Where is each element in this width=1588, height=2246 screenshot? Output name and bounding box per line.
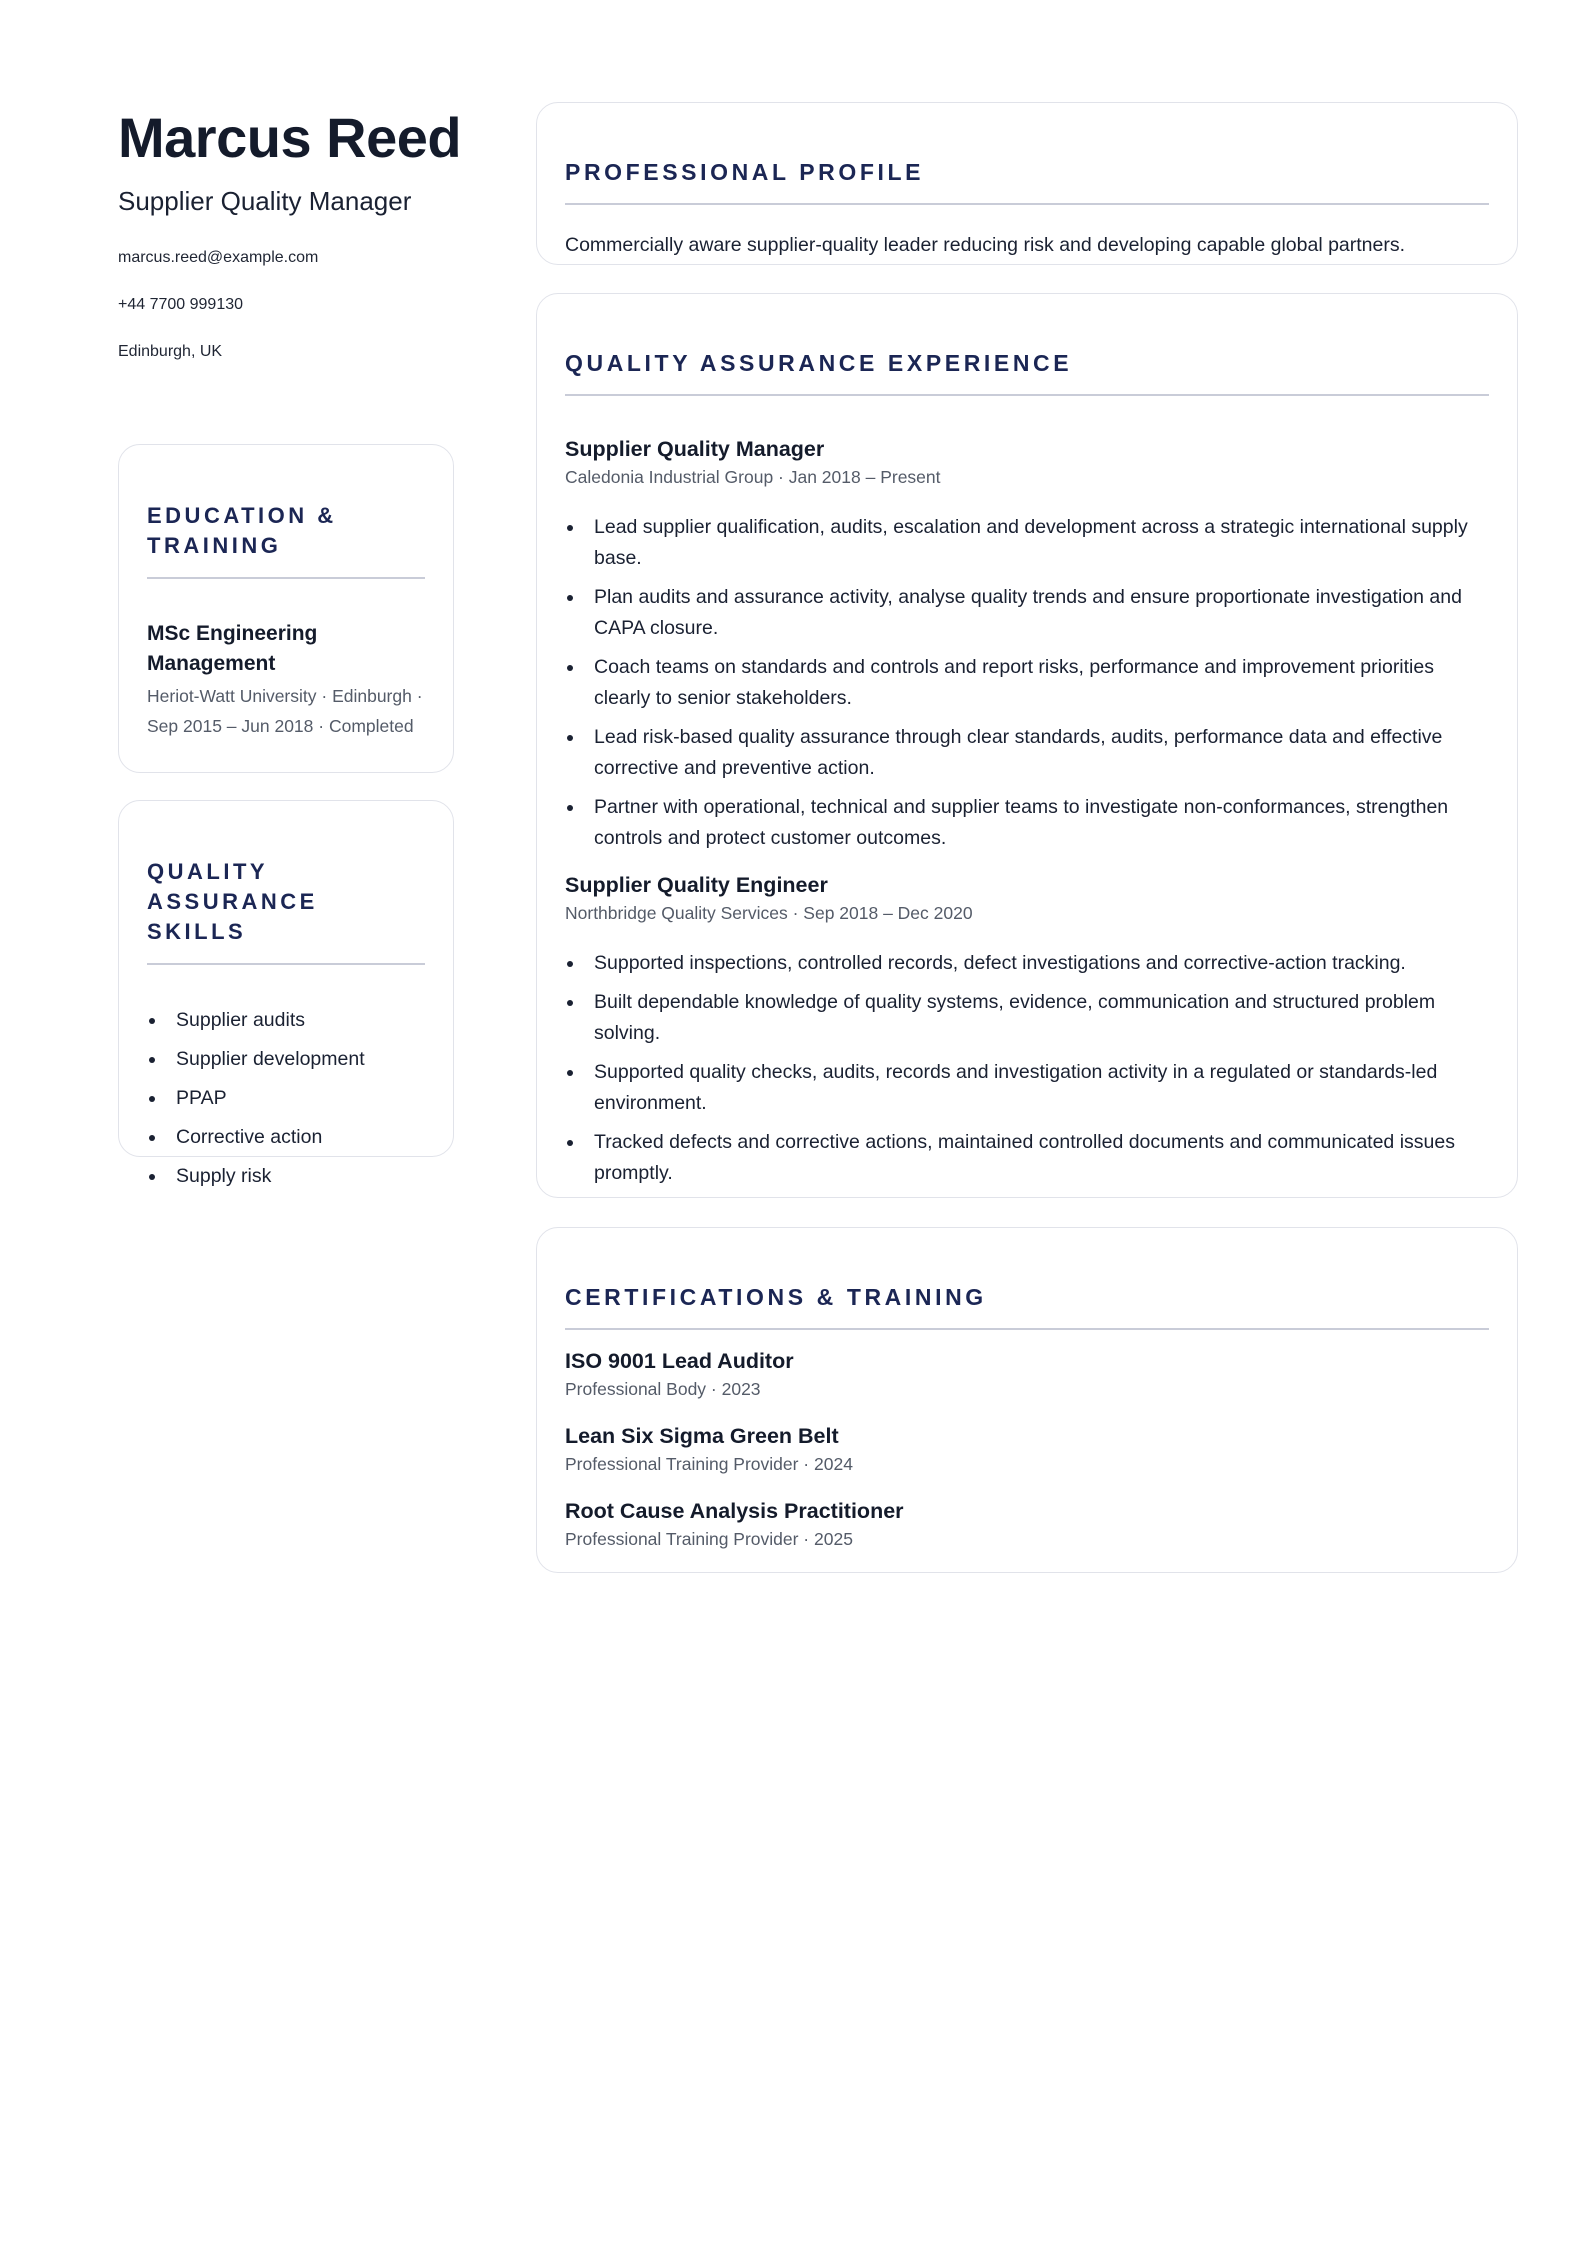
job-bullet: Lead supplier qualification, audits, escalation and development across a strategic international supply base.: [565, 512, 1489, 574]
job-bullet: Built dependable knowledge of quality systems, evidence, communication and structured problem solving.: [565, 987, 1489, 1049]
profile-summary: Commercially aware supplier-quality leader reducing risk and developing capable global partners.: [565, 234, 1406, 256]
degree-title: MSc Engineering Management: [147, 622, 318, 675]
certification-item: [565, 1421, 1489, 1477]
job-bullet: Supported quality checks, audits, records and investigation activity in a regulated or standards-led environment.: [565, 1057, 1489, 1119]
skill-item: PPAP: [147, 1079, 425, 1118]
certification-name: ISO 9001 Lead Auditor: [565, 1349, 794, 1373]
job-bullet: Lead risk-based quality assurance through clear standards, audits, performance data and effective corrective and preventive action.: [565, 722, 1489, 784]
skill-item: Supplier audits: [147, 1001, 425, 1040]
section-divider: [147, 963, 425, 965]
certification-name: Root Cause Analysis Practitioner: [565, 1499, 904, 1523]
skills-list: [147, 1001, 425, 1196]
skills-heading: QUALITY ASSURANCE SKILLS: [147, 859, 318, 944]
profile-card: [536, 102, 1518, 265]
job-title: Supplier Quality Engineer: [565, 873, 828, 897]
contact-phone[interactable]: +44 7700 999130: [118, 296, 244, 313]
job-entry: [565, 870, 1489, 1189]
education-heading: EDUCATION & TRAINING: [147, 503, 337, 558]
job-entry: [565, 434, 1489, 854]
contact-email[interactable]: marcus.reed@example.com: [118, 249, 319, 266]
job-bullet: Supported inspections, controlled records, defect investigations and corrective-action tracking.: [565, 948, 1489, 979]
certification-item: [565, 1346, 1489, 1402]
section-divider: [565, 1328, 1489, 1330]
certification-meta: Professional Training Provider · 2025: [565, 1529, 853, 1549]
job-bullets: [565, 948, 1489, 1189]
certification-item: [565, 1496, 1489, 1552]
skill-item: Supply risk: [147, 1157, 425, 1196]
job-bullets: [565, 512, 1489, 854]
education-card: [118, 444, 454, 773]
job-bullet: Coach teams on standards and controls and report risks, performance and improvement priorities clearly to senior stakeholders.: [565, 652, 1489, 714]
section-divider: [565, 203, 1489, 205]
certification-name: Lean Six Sigma Green Belt: [565, 1424, 839, 1448]
job-bullet: Tracked defects and corrective actions, maintained controlled documents and communicated issues promptly.: [565, 1127, 1489, 1189]
contact-location: Edinburgh, UK: [118, 343, 223, 360]
degree-details: Heriot-Watt University · Edinburgh · Sep 2015 – Jun 2018 · Completed: [147, 686, 423, 736]
experience-card: [536, 293, 1518, 1198]
job-bullet: Partner with operational, technical and supplier teams to investigate non-conformances, strengthen controls and protect customer outcomes.: [565, 792, 1489, 854]
profile-heading: PROFESSIONAL PROFILE: [565, 159, 925, 185]
job-bullet: Plan audits and assurance activity, analyse quality trends and ensure proportionate investigation and CAPA closure.: [565, 582, 1489, 644]
candidate-name: Marcus Reed: [118, 106, 462, 169]
experience-heading: QUALITY ASSURANCE EXPERIENCE: [565, 350, 1073, 376]
certification-meta: Professional Body · 2023: [565, 1379, 761, 1399]
job-meta: Northbridge Quality Services · Sep 2018 – Dec 2020: [565, 903, 973, 923]
candidate-role: Supplier Quality Manager: [118, 186, 412, 216]
skills-card: [118, 800, 454, 1187]
certification-meta: Professional Training Provider · 2024: [565, 1454, 853, 1474]
section-divider: [565, 394, 1489, 396]
job-title: Supplier Quality Manager: [565, 437, 825, 461]
certifications-heading: CERTIFICATIONS & TRAINING: [565, 1284, 987, 1310]
skill-item: Supplier development: [147, 1040, 425, 1079]
skill-item: Corrective action: [147, 1118, 425, 1157]
job-meta: Caledonia Industrial Group · Jan 2018 – Present: [565, 467, 941, 487]
certifications-card: [536, 1227, 1518, 1573]
section-divider: [147, 577, 425, 579]
